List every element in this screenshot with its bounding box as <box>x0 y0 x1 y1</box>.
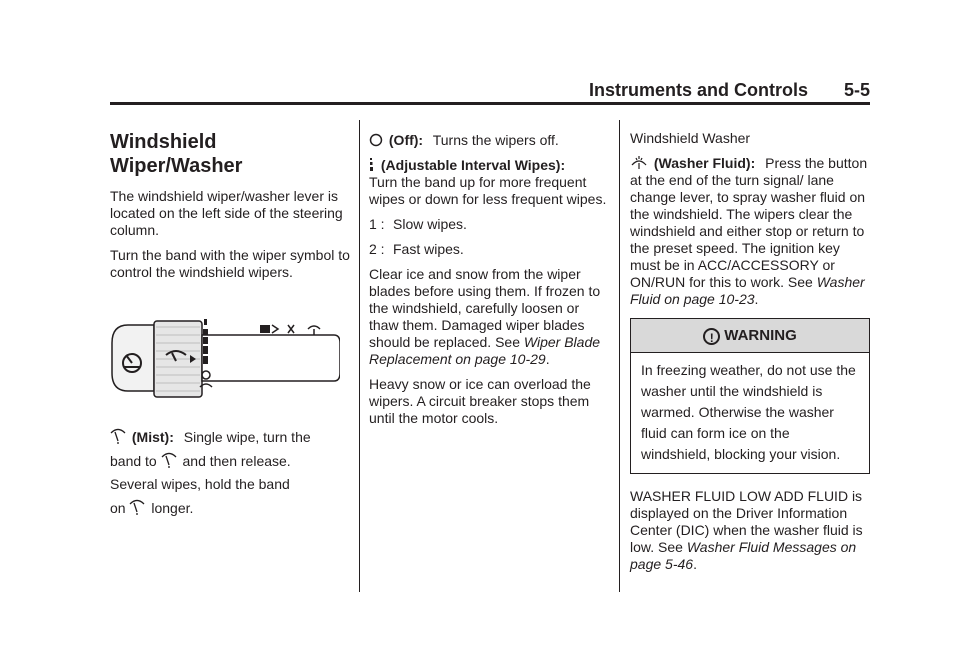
column-2 <box>369 120 607 435</box>
wiper-lever-illustration <box>110 315 340 405</box>
interval-bar-icon <box>369 157 375 173</box>
mist-wiper-icon <box>129 498 145 516</box>
washer-fluid-icon <box>630 155 648 171</box>
subheading: Windshield Washer <box>630 130 751 146</box>
section-heading: Windshield Wiper/Washer <box>110 131 243 177</box>
column-divider <box>619 120 620 592</box>
list-item: 2 : Fast wipes. <box>369 241 464 257</box>
column-1 <box>110 120 350 522</box>
cross-reference-link[interactable]: Washer Fluid on page 10-23 <box>630 274 865 307</box>
paragraph: Clear ice and snow from the wiper blades before using them. If frozen to the windshield, carefully loosen or thaw them. Damaged wiper blades should be replaced. See Wiper Blade Replacement on page 10-29. <box>369 266 601 367</box>
warning-text: In freezing weather, do not use the washer until the windshield is warmed. Otherwise the washer fluid can form ice on the windshield, blocking your vision. <box>641 362 856 462</box>
off-description: (Off): Turns the wipers off. <box>369 132 607 149</box>
washer-description: (Washer Fluid): Press the button at the end of the turn signal/ lane change lever, to spray washer fluid on the windshield. The wipers clear the windshield and either stop or return to the preset speed. The ignition key must be in ACC/ACCESSORY or ON/RUN for this to work. See Washer Fluid on page 10-23. <box>630 155 868 307</box>
mist-wiper-icon <box>110 427 126 445</box>
interval-description: (Adjustable Interval Wipes): Turn the band up for more frequent wipes or down for less frequent wipes. <box>369 157 607 207</box>
washer-label: (Washer Fluid): <box>653 155 756 171</box>
mist-description: (Mist): Single wipe, turn the band to and then release. Several wipes, hold the band on longer. <box>110 429 311 516</box>
mist-wiper-icon <box>161 451 177 469</box>
paragraph: The windshield wiper/washer lever is located on the left side of the steering column. <box>110 188 343 238</box>
mist-label: (Mist): <box>131 429 174 445</box>
list-item: 1 : Slow wipes. <box>369 216 467 232</box>
page-header <box>110 78 870 104</box>
cross-reference-link[interactable]: Washer Fluid Messages on page 5-46 <box>630 539 857 572</box>
column-divider <box>359 120 360 592</box>
cross-reference-link[interactable]: Wiper Blade Replacement on page 10-29 <box>369 334 601 367</box>
warning-icon: ! <box>703 328 720 345</box>
section-title: Instruments and Controls <box>588 80 808 100</box>
header-rule <box>110 102 870 105</box>
warning-title: WARNING <box>724 327 797 344</box>
paragraph: WASHER FLUID LOW ADD FLUID is displayed on the Driver Information Center (DIC) when the washer fluid is low. See Washer Fluid Messages on page 5-46. <box>630 488 863 572</box>
off-circle-icon <box>369 132 383 148</box>
off-label: (Off): <box>388 132 424 148</box>
warning-box <box>630 318 870 474</box>
column-3 <box>630 120 870 581</box>
paragraph: Turn the band with the wiper symbol to control the windshield wipers. <box>110 247 350 280</box>
interval-label: (Adjustable Interval Wipes): <box>380 157 566 173</box>
page-number: 5-5 <box>843 80 870 100</box>
paragraph: Heavy snow or ice can overload the wipers. A circuit breaker stops them until the motor cools. <box>369 376 591 426</box>
warning-header <box>631 319 869 353</box>
